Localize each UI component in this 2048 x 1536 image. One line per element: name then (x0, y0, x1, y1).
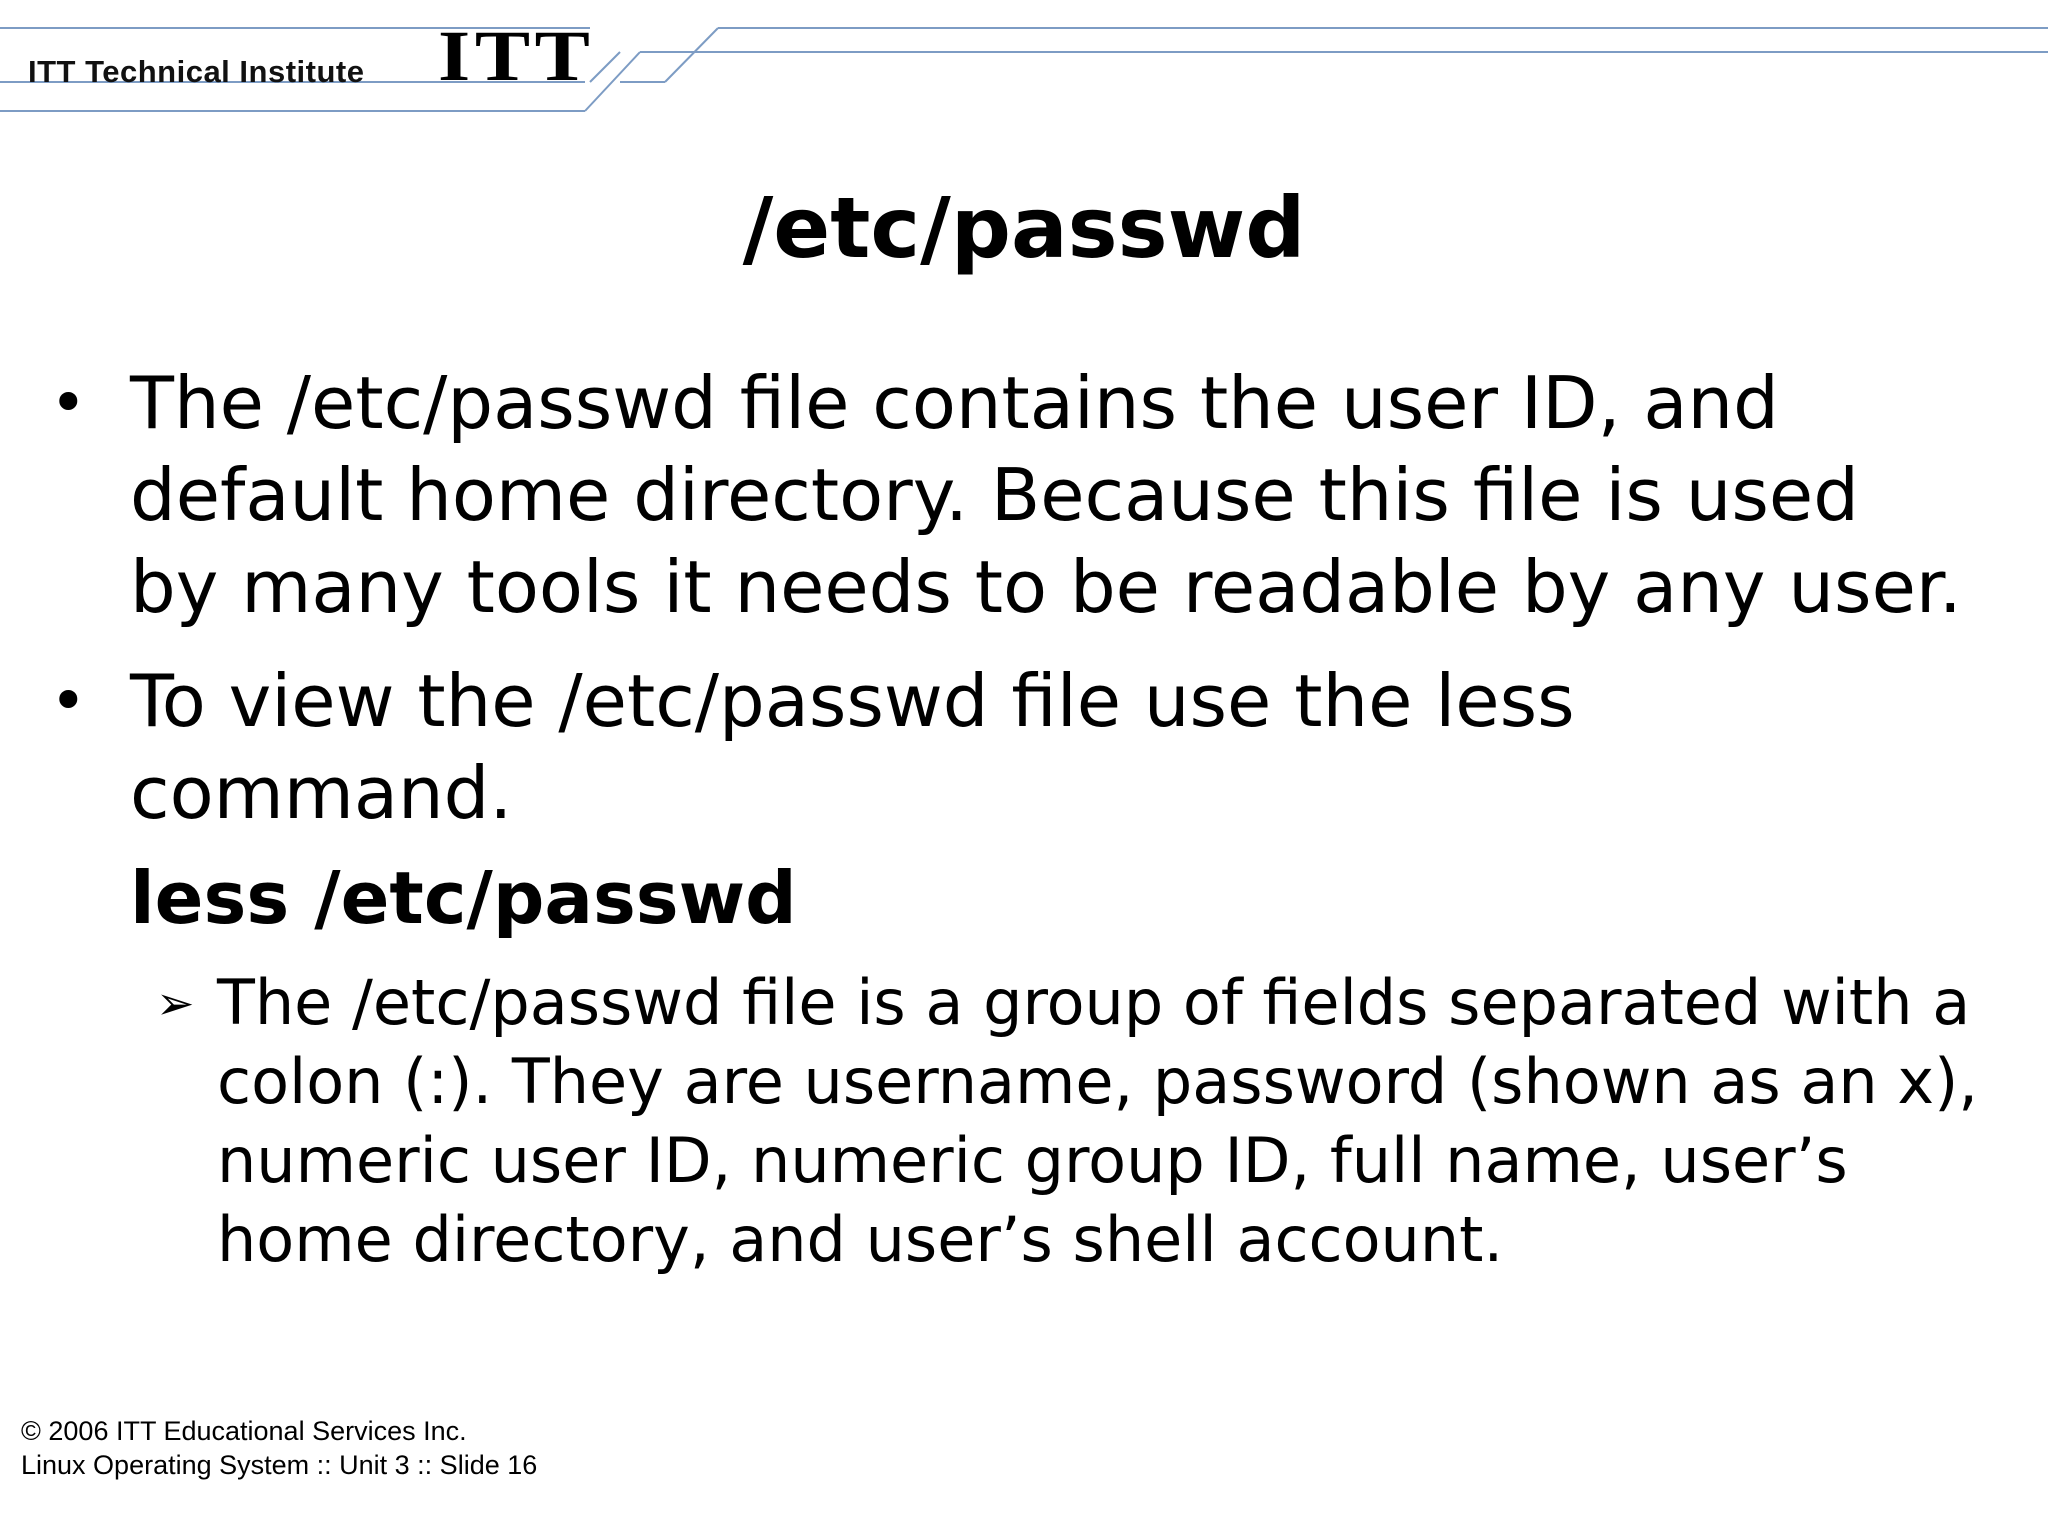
course-slide-info: Linux Operating System :: Unit 3 :: Slide 16 (21, 1450, 538, 1480)
slide-footer (21, 1414, 537, 1482)
bullet-icon: • (50, 366, 87, 439)
slide-title: /etc/passwd (742, 179, 1306, 277)
bullet-text: The /etc/passwd file contains the user ID, and default home directory. Because this file is used by many tools it needs to be readable by any user. (130, 361, 1962, 629)
sub-bullet-text: The /etc/passwd file is a group of fields separated with a colon (:). They are username, password (shown as an x), numeric user ID, numeric group ID, full name, user’s home directory, and user’s shell account. (217, 966, 1979, 1276)
itt-logo: ITT (438, 16, 595, 96)
arrow-bullet-icon: ➢ (156, 976, 195, 1030)
slide-header (0, 0, 2048, 125)
command-example: less /etc/passwd (130, 856, 797, 940)
bullet-text: To view the /etc/passwd file use the less command. (130, 659, 1575, 835)
copyright-text: © 2006 ITT Educational Services Inc. (21, 1416, 467, 1446)
institute-name: ITT Technical Institute (28, 54, 365, 89)
bullet-icon: • (50, 664, 87, 737)
